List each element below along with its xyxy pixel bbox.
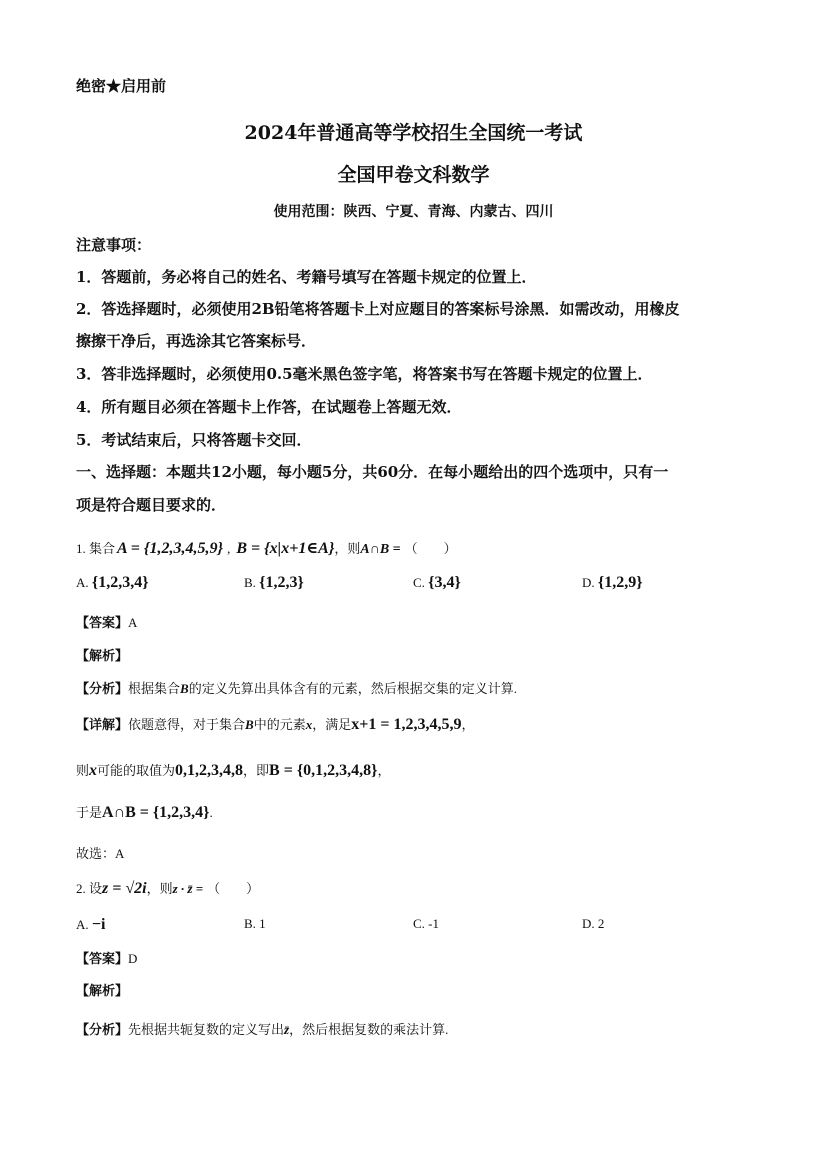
q1-option-d: D. {1,2,9} [582, 574, 643, 591]
q1-expr: A∩B = [360, 542, 401, 557]
q2-stem: 2. 设z = √2i，则z · z̄ = （ ） [76, 880, 260, 897]
exam-subtitle: 全国甲卷文科数学 [337, 164, 490, 186]
q1-option-d-value: {1,2,9} [597, 574, 643, 591]
q2-analysis-tag: 【解析】 [76, 983, 129, 998]
q2-answer-value: D [128, 951, 138, 966]
q1-set-b: B = {x|x+1∈A} [236, 540, 335, 557]
notes-heading: 注意事项： [76, 236, 152, 254]
note-2-line2: 擦擦干净后，再选涂其它答案标号． [76, 332, 317, 350]
exam-title: 2024年普通高等学校招生全国统一考试 [244, 122, 583, 144]
q1-option-b-value: {1,2,3} [259, 574, 304, 591]
section1-line2: 项是符合题目要求的． [76, 496, 227, 514]
q2-option-a: A. −i [76, 916, 106, 933]
q1-xiangjie-line1: 【详解】依题意得，对于集合B中的元素x，满足x+1 = 1,2,3,4,5,9， [76, 716, 475, 733]
q1-set-a: A = {1,2,3,4,5,9} [117, 540, 224, 557]
q2-option-c: C. -1 [413, 916, 439, 931]
q1-xiangjie-line2: 则x可能的取值为0,1,2,3,4,8，即B = {0,1,2,3,4,8}， [76, 762, 391, 779]
note-3: 3．答非选择题时，必须使用0.5毫米黑色签字笔，将答案书写在答题卡规定的位置上． [76, 365, 653, 383]
q1-stem: 1. 集合 A = {1,2,3,4,5,9} , B = {x|x+1∈A}，则A∩B = （ ） [76, 540, 457, 557]
q1-choose: 故选：A [76, 846, 125, 861]
q1-num: 1. 集合 [76, 541, 116, 556]
q1-ask: ，则 [334, 541, 361, 556]
q1-answer: 【答案】A [76, 615, 138, 630]
q1-analysis-tag: 【解析】 [76, 648, 129, 663]
note-2-line1: 2．答选择题时，必须使用2B铅笔将答题卡上对应题目的答案标号涂黑．如需改动，用橡皮 [76, 300, 680, 318]
q2-z-expr: z = √2i [102, 880, 147, 897]
secret-label: 绝密★启用前 [76, 77, 167, 95]
q1-option-a: A. {1,2,3,4} [76, 574, 149, 591]
q1-option-c: C. {3,4} [413, 574, 461, 591]
q2-expr: z · z̄ = [172, 881, 204, 896]
note-1: 1．答题前，务必将自己的姓名、考籍号填写在答题卡规定的位置上． [76, 268, 537, 286]
note-5: 5．考试结束后，只将答题卡交回． [76, 431, 312, 449]
q1-xiangjie-line3: 于是A∩B = {1,2,3,4}. [76, 804, 213, 821]
q2-option-d: D. 2 [582, 916, 605, 931]
q2-option-b: B. 1 [244, 916, 266, 931]
note-4: 4．所有题目必须在答题卡上作答，在试题卷上答题无效． [76, 398, 462, 416]
exam-scope: 使用范围：陕西、宁夏、青海、内蒙古、四川 [273, 204, 554, 220]
q1-option-c-value: {3,4} [428, 574, 461, 591]
q1-option-b: B. {1,2,3} [244, 574, 304, 591]
section1-line1: 一、选择题：本题共12小题，每小题5分，共60分．在每小题给出的四个选项中，只有一 [76, 463, 669, 481]
q1-option-a-value: {1,2,3,4} [91, 574, 149, 591]
q1-answer-value: A [128, 615, 138, 630]
q2-answer: 【答案】D [76, 951, 138, 966]
q1-fenxi: 【分析】根据集合B的定义先算出具体含有的元素，然后根据交集的定义计算. [76, 681, 517, 696]
q1-paren: （ ） [404, 541, 457, 556]
q2-fenxi: 【分析】先根据共轭复数的定义写出z̄，然后根据复数的乘法计算. [76, 1022, 449, 1037]
